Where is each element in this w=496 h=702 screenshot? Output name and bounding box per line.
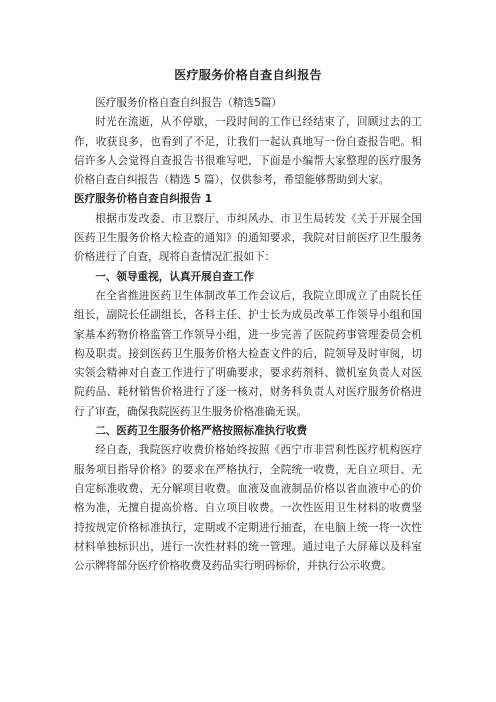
subsection-heading: 二、医药卫生服务价格严格按照标准执行收费	[95, 425, 308, 438]
intro-paragraph: 时光在流逝，从不停歇，一段时间的工作已经结束了，回顾过去的工作，收获良多，也看到了不足，让我们一起认真地写一份自查报告吧。相信许多人会觉得自查报告书很难写吧，下面是小编帮大家整理的医疗服务价格自查自纠报告（精选 5 篇），仅供参考，希望能够帮助到大家。	[74, 116, 422, 187]
body-paragraph: 经自查，我院医疗收费价格始终按照《西宁市非营利性医疗机构医疗服务项目指导价格》的要求在严格执行，全院统一收费，无自立项目、无自定标准收费、无分解项目收费。血液及血液制品价格以省血液中心的价格为准，无擅自提高价格、自立项目收费。一次性医用卫生材料的收费坚持按规定价格标准执行，定期或不定期进行抽查，在电脑上统一将一次性材料单独标识出，进行一次性材料的统一管理。通过电子大屏幕以及科室公示牌将部分医疗价格收费及药品实行明码标价，并执行公示收费。	[74, 444, 422, 573]
body-paragraph: 根据市发改委、市卫察厅、市纠风办、市卫生局转发《关于开展全国医药卫生服务价格大检查的通知》的通知要求，我院对目前医疗卫生服务价格进行了自查，现将自查情况汇报如下：	[74, 212, 422, 264]
section-heading: 医疗服务价格自查自纠报告 1	[74, 193, 213, 206]
document-body	[74, 94, 422, 576]
subsection-heading: 一、领导重视，认真开展自查工作	[95, 270, 255, 283]
body-paragraph: 在全省推进医药卫生体制改革工作会议后，我院立即成立了由院长任组长，副院长任副组长，各科主任、护士长为成员改革工作领导小组和国家基本药物价格监管工作领导小组，进一步完善了医院药事管理委员会机构及职责。接到医药卫生服务价格大检查文件的后，院领导及时审阅，切实领会精神对自查工作进行了明确要求，要求药剂科、微机室负责人对医院药品、耗材销售价格进行了逐一核对，财务科负责人对医疗服务价格进行了审查，确保我院医药卫生服务价格准确无误。	[74, 289, 422, 418]
document-title: 医疗服务价格自查自纠报告	[174, 68, 322, 82]
subtitle-paragraph: 医疗服务价格自查自纠报告（精选5篇）	[95, 97, 283, 109]
